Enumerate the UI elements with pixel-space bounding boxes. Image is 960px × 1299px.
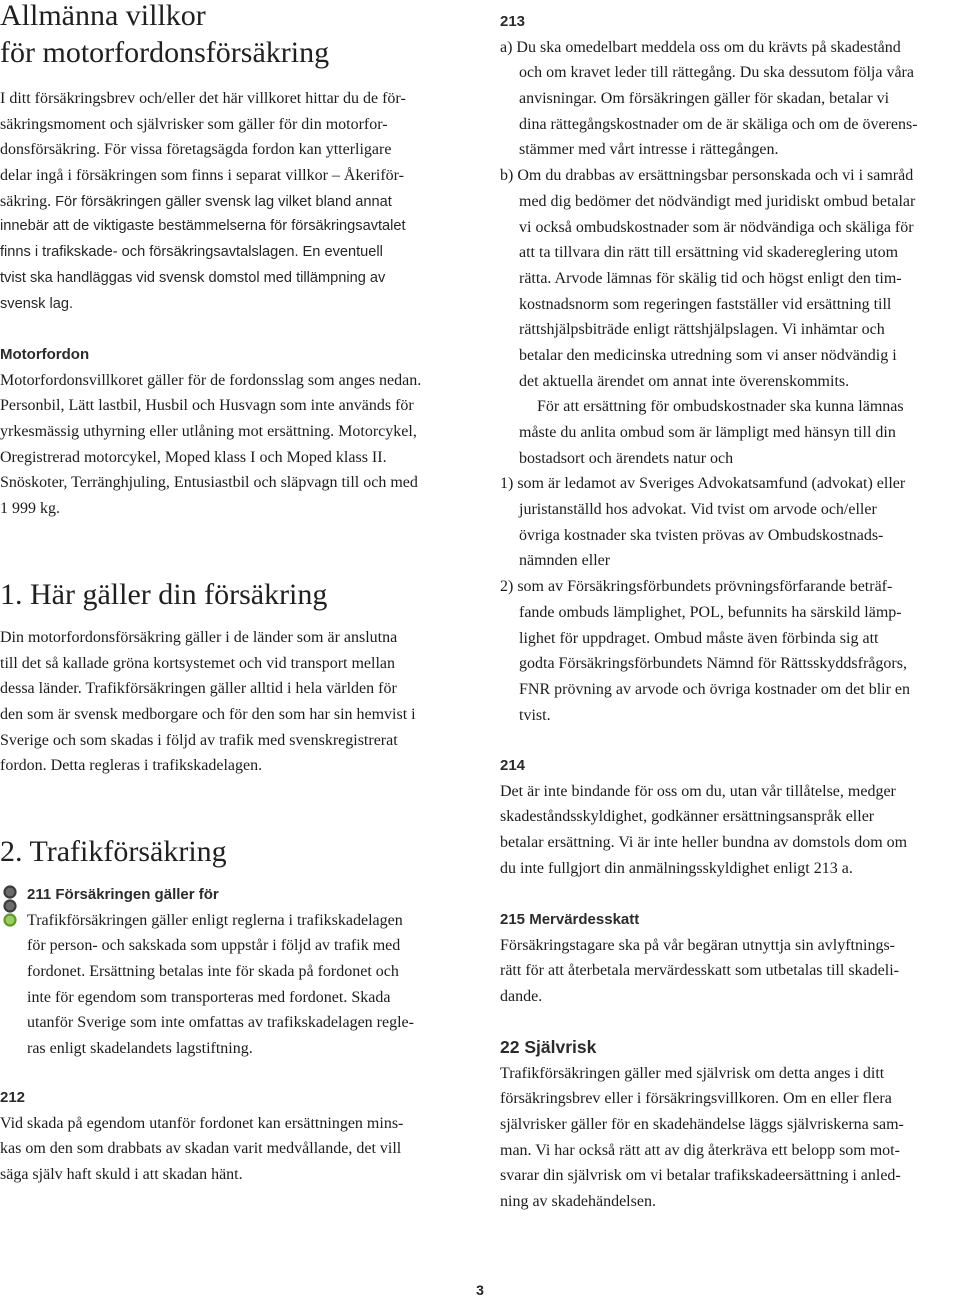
- text-line: I ditt försäkringsbrev och/eller det här villkoret hittar du de för-: [0, 90, 406, 107]
- text-line: betalar den medicinska utredning som vi anser nödvändig i: [519, 346, 897, 364]
- text-line: för person- och sakskada som uppstår i följd av trafik med: [27, 937, 401, 955]
- text-line: tvist.: [519, 706, 551, 724]
- text-line: man. Vi har också rätt att av dig återkräva ett belopp som mot-: [500, 1141, 900, 1159]
- text-line: 1) som är ledamot av Sveriges Advokatsamfund (advokat) eller: [500, 475, 906, 493]
- section-22: [500, 1035, 958, 1215]
- text-line: rätta. Arvode lämnas för skälig tid och högst enligt den tim-: [519, 269, 902, 287]
- motorfordon-section: [0, 342, 456, 522]
- text-line: det aktuella ärendet om annat inte överenskommits.: [519, 372, 850, 390]
- text-line: kostnadsnorm som regeringen fastställer vid ersättning till: [519, 295, 892, 313]
- text-line: rätt för att återbetala mervärdesskatt som utbetalas till skadeli-: [500, 962, 899, 980]
- section-214-heading: 214: [500, 757, 526, 774]
- title-line-1: Allmänna villkor: [0, 0, 206, 32]
- section-213-heading: 213: [500, 13, 526, 30]
- section-1-title: 1. Här gäller din försäkring: [0, 578, 328, 611]
- text-line: stämmer med vårt intresse i rättegången.: [519, 141, 779, 159]
- motorfordon-text: [0, 368, 456, 522]
- text-line: Vid skada på egendom utanför fordonet kan ersättningen mins-: [0, 1114, 404, 1132]
- list-item-1: [500, 471, 958, 574]
- section-1-text: [0, 625, 456, 779]
- text-line: utanför Sverige som inte omfattas av trafikskadelagen regle-: [27, 1014, 414, 1032]
- text-line: säkringsmoment och självrisker som gäller för din motorfor-: [0, 115, 388, 133]
- text-line: tvist ska handläggas vid svensk domstol med tillämpning av: [0, 269, 386, 286]
- text-segment: För försäkringen gäller svensk lag vilket bland annat: [55, 193, 392, 210]
- text-line: Snöskoter, Terränghjuling, Entusiastbil och släpvagn till och med: [0, 474, 418, 492]
- text-line: skadeståndsskyldighet, godkänner ersättningsanspråk eller: [500, 808, 875, 826]
- text-line: Personbil, Lätt lastbil, Husbil och Husvagn som inte används för: [0, 397, 414, 415]
- section-212-text: [0, 1111, 456, 1188]
- text-line: fordon. Detta regleras i trafikskadelagen.: [0, 757, 263, 775]
- text-line: vi också ombudskostnader som är nödvändiga och skäliga för: [519, 218, 914, 236]
- text-line: godta Försäkringsförbundets Nämnd för Rättsskyddsfrågors,: [519, 655, 907, 673]
- title-line-2: för motorfordonsförsäkring: [0, 36, 330, 69]
- section-211-heading: 211 Försäkringen gäller för: [27, 886, 219, 903]
- intro-paragraph: [0, 86, 456, 317]
- section-1-heading: [0, 576, 456, 613]
- text-line: försäkringsbrev eller i försäkringsvillkoren. Om en eller flera: [500, 1090, 892, 1108]
- text-line: Oregistrerad motorcykel, Moped klass I och Moped klass II.: [0, 448, 387, 466]
- section-212-heading: 212: [0, 1089, 26, 1106]
- text-line: dina rättegångskostnader om de är skäliga och om de överens-: [519, 115, 918, 133]
- text-line: och om kravet leder till rättegång. Du ska dessutom följa våra: [519, 64, 914, 82]
- text-line: kas om den som drabbats av skadan varit medvållande, det vill: [0, 1140, 402, 1158]
- text-line: Din motorfordonsförsäkring gäller i de länder som är anslutna: [0, 629, 398, 646]
- text-line: nämnden eller: [519, 552, 611, 570]
- text-line: a) Du ska omedelbart meddela oss om du krävts på skadestånd: [500, 38, 901, 56]
- intro-serif-lines: [0, 86, 456, 189]
- section-215-heading: 215 Mervärdesskatt: [500, 911, 640, 928]
- text-line: Trafikförsäkringen gäller med självrisk om detta anges i ditt: [500, 1064, 885, 1082]
- text-line: fordonet. Ersättning betalas inte för skada på fordonet och: [27, 963, 399, 981]
- section-211-text: [27, 908, 456, 1062]
- section-215-text: [500, 933, 958, 1010]
- text-line: med dig bedömer det nödvändigt med juridiskt ombud betalar: [519, 192, 916, 210]
- text-line: betalar ersättning. Vi är inte heller bundna av domstols dom om: [500, 834, 908, 852]
- text-line: Det är inte bindande för oss om du, utan vår tillåtelse, medger: [500, 782, 896, 800]
- text-line: delar ingå i försäkringen som finns i separat villkor – Åkeriför-: [0, 167, 405, 185]
- list-item-b: [500, 163, 958, 394]
- text-line: b) Om du drabbas av ersättningsbar personskada och vi i samråd: [500, 167, 914, 185]
- section-213: [500, 9, 958, 728]
- section-214: [500, 753, 958, 881]
- text-line: För att ersättning för ombudskostnader ska kunna lämnas: [537, 398, 904, 416]
- text-line: 2) som av Försäkringsförbundets prövningsförfarande beträf-: [500, 578, 893, 596]
- section-215: [500, 907, 958, 1010]
- text-line: dessa länder. Trafikförsäkringen gäller alltid i hela världen för: [0, 680, 397, 698]
- section-2-heading: [0, 833, 456, 870]
- text-line: dande.: [500, 988, 543, 1006]
- text-line: [0, 189, 456, 215]
- text-line: 1 999 kg.: [0, 500, 60, 518]
- text-line: att ta tillvara din rätt till ersättning vid skadereglering utom: [519, 244, 899, 262]
- text-line: säga själv haft skuld i att skadan hänt.: [0, 1166, 243, 1184]
- text-line: anvisningar. Om försäkringen gäller för skadan, betalar vi: [519, 90, 890, 108]
- document-title: [0, 0, 456, 71]
- text-segment: säkring.: [0, 192, 52, 210]
- text-line: bostadsort och ärendets natur och: [519, 449, 734, 467]
- text-line: svensk lag.: [0, 295, 74, 312]
- text-line: juristanställd hos advokat. Vid tvist om arvode och/eller: [519, 501, 877, 519]
- section-22-heading: 22 Självrisk: [500, 1037, 597, 1057]
- lamp-top: [6, 888, 15, 897]
- text-line: inte för egendom som transporteras med fordonet. Skada: [27, 988, 391, 1006]
- intro-sans-lines: [0, 214, 456, 317]
- section-2-title: 2. Trafikförsäkring: [0, 835, 227, 868]
- section-212: [0, 1085, 456, 1188]
- text-line: rättshjälpsbiträde enligt rättshjälpslagen. Vi inhämtar och: [519, 321, 885, 339]
- text-line: donsförsäkring. För vissa företagsägda fordon kan ytterligare: [0, 141, 392, 159]
- text-line: lighet för uppdraget. Ombud måste även förbinda sig att: [519, 629, 879, 647]
- text-line: du inte fullgjort din anmälningsskyldighet enligt 213 a.: [500, 859, 853, 877]
- text-line: övriga kostnader ska tvisten prövas av Ombudskostnads-: [519, 526, 884, 544]
- motorfordon-heading: Motorfordon: [0, 346, 90, 363]
- text-line: FNR prövning av arvode och övriga kostnader om det blir en: [519, 680, 911, 698]
- text-line: Trafikförsäkringen gäller enligt reglerna i trafikskadelagen: [27, 911, 403, 929]
- text-line: finns i trafikskade- och försäkringsavtalslagen. En eventuell: [0, 244, 383, 261]
- traffic-light-icon: [1, 885, 19, 927]
- list-item-2: [500, 574, 958, 728]
- text-line: yrkesmässig uthyrning eller utlåning mot ersättning. Motorcykel,: [0, 423, 417, 441]
- text-line: Motorfordonsvillkoret gäller för de fordonsslag som anges nedan.: [0, 371, 422, 389]
- section-211: [27, 882, 456, 1062]
- text-line: svarar din självrisk om vi betalar trafikskadeersättning i anled-: [500, 1167, 901, 1185]
- page-number: 3: [476, 1282, 484, 1298]
- lamp-bottom: [6, 916, 15, 925]
- text-line: Försäkringstagare ska på vår begäran utnyttja sin avlyftnings-: [500, 936, 895, 954]
- lamp-middle: [6, 902, 15, 911]
- text-line: självrisker gäller för en skadehändelse läggs självriskerna sam-: [500, 1116, 904, 1134]
- list-item-a: [500, 35, 958, 163]
- text-line: till det så kallade gröna kortsystemet och vid transport mellan: [0, 654, 396, 672]
- text-line: Sverige och som skadas i följd av trafik med svenskregistrerat: [0, 731, 398, 749]
- text-line: ning av skadehändelsen.: [500, 1193, 656, 1211]
- text-line: fande ombuds lämplighet, POL, befunnits ha särskild lämp-: [519, 603, 902, 621]
- section-214-text: [500, 779, 958, 882]
- section-22-text: [500, 1061, 958, 1215]
- text-line: ras enligt skadelandets lagstiftning.: [27, 1040, 253, 1058]
- text-line: måste du anlita ombud som är lämpligt med hänsyn till din: [519, 424, 896, 441]
- text-line: innebär att de viktigaste bestämmelserna för försäkringsavtalet: [0, 218, 406, 235]
- ombud-paragraph: [500, 394, 958, 471]
- text-line: den som är svensk medborgare och för den som har sin hemvist i: [0, 706, 416, 724]
